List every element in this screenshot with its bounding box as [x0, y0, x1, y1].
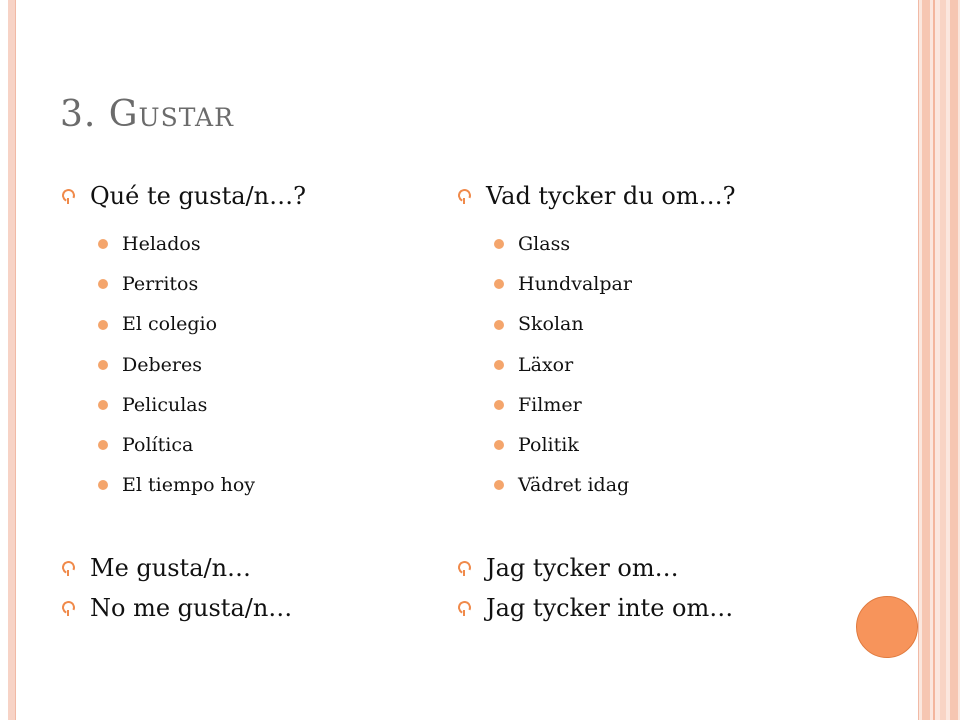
list-item: Helados	[98, 224, 440, 264]
bullet-dot-icon	[98, 239, 108, 249]
frame-left-border	[8, 0, 16, 720]
bullet-icon	[456, 598, 482, 618]
swedish-question: Vad tycker du om…?	[456, 178, 836, 214]
list-item: Política	[98, 425, 440, 465]
spanish-phrases	[60, 548, 440, 628]
list-item: Peliculas	[98, 385, 440, 425]
list-item: Skolan	[494, 304, 836, 344]
list-item: Läxor	[494, 345, 836, 385]
bullet-icon	[60, 186, 86, 206]
bullet-dot-icon	[98, 320, 108, 330]
swedish-dislike-phrase: Jag tycker inte om…	[456, 588, 836, 628]
frame-stripe	[922, 0, 930, 720]
spanish-column	[60, 178, 440, 505]
bullet-icon	[60, 598, 86, 618]
spanish-list	[60, 224, 440, 505]
bullet-dot-icon	[98, 279, 108, 289]
bullet-dot-icon	[494, 320, 504, 330]
spanish-like-phrase: Me gusta/n…	[60, 548, 440, 588]
list-item: Perritos	[98, 264, 440, 304]
bullet-dot-icon	[98, 480, 108, 490]
bullet-dot-icon	[98, 440, 108, 450]
bullet-dot-icon	[494, 480, 504, 490]
list-item: Deberes	[98, 345, 440, 385]
list-item: Politik	[494, 425, 836, 465]
list-item: Vädret idag	[494, 465, 836, 505]
frame-stripe	[940, 0, 946, 720]
list-item: El tiempo hoy	[98, 465, 440, 505]
bullet-dot-icon	[494, 279, 504, 289]
list-item: Filmer	[494, 385, 836, 425]
list-item: Hundvalpar	[494, 264, 836, 304]
spanish-dislike-phrase: No me gusta/n…	[60, 588, 440, 628]
bullet-icon	[456, 558, 482, 578]
bullet-dot-icon	[494, 239, 504, 249]
swedish-phrases	[456, 548, 836, 628]
frame-stripe	[950, 0, 958, 720]
bullet-icon	[456, 186, 482, 206]
swedish-like-phrase: Jag tycker om…	[456, 548, 836, 588]
bullet-icon	[60, 558, 86, 578]
slide-title: 3. Gustar	[60, 94, 234, 135]
bullet-dot-icon	[494, 360, 504, 370]
list-item: Glass	[494, 224, 836, 264]
bullet-dot-icon	[98, 400, 108, 410]
list-item: El colegio	[98, 304, 440, 344]
bullet-dot-icon	[98, 360, 108, 370]
swedish-column	[456, 178, 836, 505]
decorative-circle	[856, 596, 918, 658]
bullet-dot-icon	[494, 400, 504, 410]
frame-stripe	[933, 0, 935, 720]
swedish-list	[456, 224, 836, 505]
bullet-dot-icon	[494, 440, 504, 450]
spanish-question: Qué te gusta/n…?	[60, 178, 440, 214]
